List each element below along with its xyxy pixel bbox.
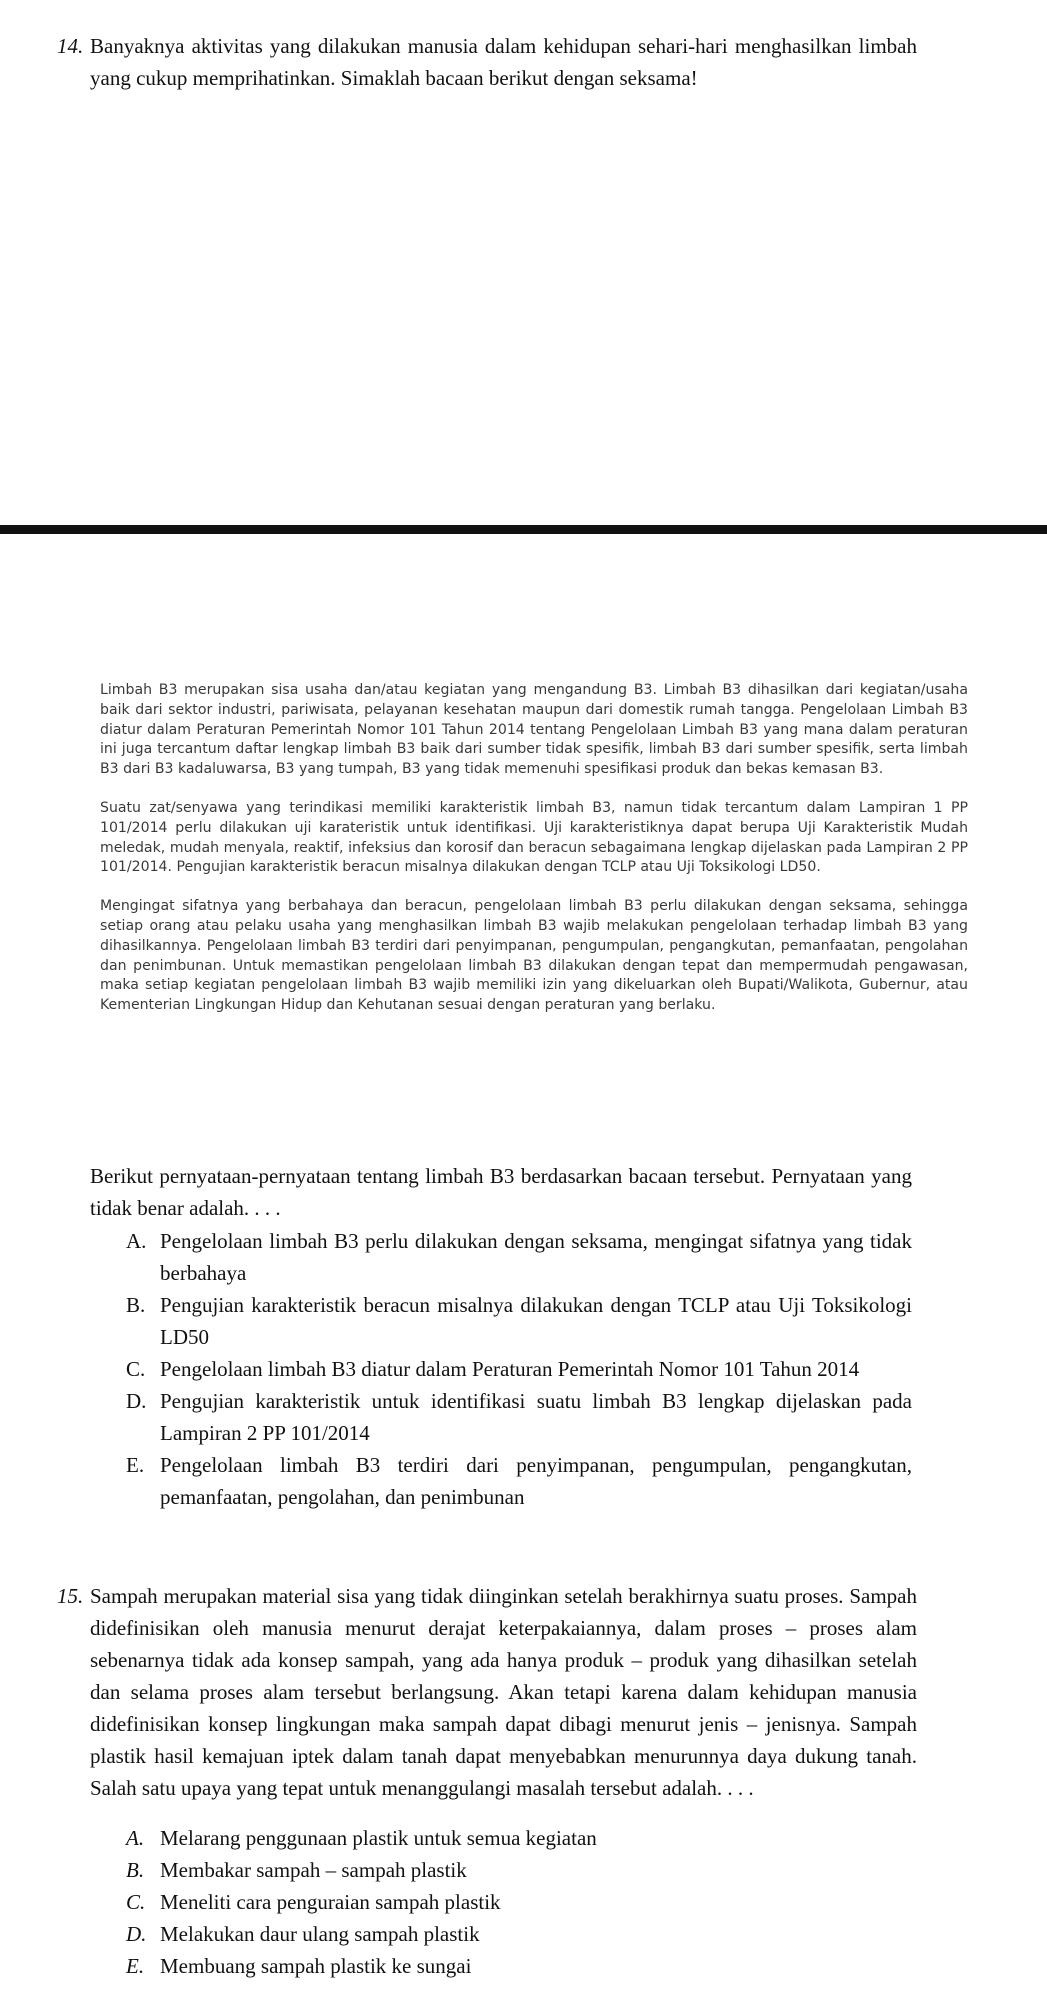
- option-letter: C.: [126, 1890, 146, 1914]
- option-letter: E.: [126, 1453, 145, 1477]
- option-text: Pengelolaan limbah B3 perlu dilakukan dengan seksama, mengingat sifatnya yang tidak berbahaya: [160, 1229, 912, 1285]
- question-14-option-b[interactable]: [126, 1289, 912, 1353]
- question-14-number: 14.: [57, 34, 84, 58]
- option-text: Melakukan daur ulang sampah plastik: [160, 1922, 480, 1946]
- question-14-option-e[interactable]: [126, 1449, 912, 1513]
- option-letter: A.: [126, 1229, 147, 1253]
- question-15-option-d[interactable]: [126, 1918, 826, 1950]
- passage-paragraph-1: Limbah B3 merupakan sisa usaha dan/atau kegiatan yang mengandung B3. Limbah B3 dihasilkan dari kegiatan/usaha baik dari sektor industri, pariwisata, pelayanan kesehatan maupun dari domestik rumah tangga. Pengelolaan Limbah B3 diatur dalam Peraturan Pemerintah Nomor 101 Tahun 2014 tentang Pengelolaan Limbah B3 yang mana dalam peraturan ini juga tercantum daftar lengkap limbah B3 baik dari sumber tidak spesifik, limbah B3 dari sumber spesifik, serta limbah B3 dari B3 kadaluwarsa, B3 yang tumpah, B3 yang tidak memenuhi spesifikasi produk dan bekas kemasan B3.: [100, 682, 968, 778]
- question-15-option-c[interactable]: [126, 1886, 826, 1918]
- option-text: Pengujian karakteristik beracun misalnya dilakukan dengan TCLP atau Uji Toksikologi LD50: [160, 1293, 912, 1349]
- option-letter: B.: [126, 1858, 145, 1882]
- section-divider: [0, 525, 1047, 534]
- option-text: Membakar sampah – sampah plastik: [160, 1858, 467, 1882]
- question-14-option-a[interactable]: [126, 1225, 912, 1289]
- option-letter: C.: [126, 1357, 146, 1381]
- question-14-prompt: [90, 1160, 912, 1224]
- question-15-text: Sampah merupakan material sisa yang tidak diinginkan setelah berakhirnya suatu proses. Sampah didefinisikan oleh manusia menurut derajat keterpakaiannya, dalam proses – proses alam sebenarnya tidak ada konsep sampah, yang ada hanya produk – produk yang dihasilkan setelah dan selama proses alam tersebut berlangsung. Akan tetapi karena dalam kehidupan manusia didefinisikan konsep lingkungan maka sampah dapat dibagi menurut jenis – jenisnya. Sampah plastik hasil kemajuan iptek dalam tanah dapat menyebabkan menurunnya daya dukung tanah. Salah satu upaya yang tepat untuk menanggulangi masalah tersebut adalah. . . .: [90, 1584, 917, 1800]
- question-14-options: [126, 1225, 912, 1513]
- question-14-option-d[interactable]: [126, 1385, 912, 1449]
- question-15-option-e[interactable]: [126, 1950, 826, 1982]
- option-letter: D.: [126, 1389, 147, 1413]
- question-15-option-a[interactable]: [126, 1822, 826, 1854]
- option-letter: E.: [126, 1954, 145, 1978]
- option-text: Meneliti cara penguraian sampah plastik: [160, 1890, 501, 1914]
- reading-passage: [100, 681, 968, 1035]
- question-14-prompt-text: Berikut pernyataan-pernyataan tentang limbah B3 berdasarkan bacaan tersebut. Pernyataan yang tidak benar adalah. . . .: [90, 1164, 912, 1220]
- question-15-option-b[interactable]: [126, 1854, 826, 1886]
- passage-paragraph-3: Mengingat sifatnya yang berbahaya dan beracun, pengelolaan limbah B3 perlu dilakukan dengan seksama, sehingga setiap orang atau pelaku usaha yang menghasilkan limbah B3 wajib melakukan pengelolaan terhadap limbah B3 yang dihasilkannya. Pengelolaan limbah B3 terdiri dari penyimpanan, pengumpulan, pengangkutan, pemanfaatan, pengolahan dan penimbunan. Untuk memastikan pengelolaan limbah B3 dilakukan dengan tepat dan mempermudah pengawasan, maka setiap kegiatan pengelolaan limbah B3 wajib memiliki izin yang dikeluarkan oleh Bupati/Walikota, Gubernur, atau Kementerian Lingkungan Hidup dan Kehutanan sesuai dengan peraturan yang berlaku.: [100, 898, 968, 1014]
- question-14-option-c[interactable]: [126, 1353, 912, 1385]
- option-text: Melarang penggunaan plastik untuk semua kegiatan: [160, 1826, 597, 1850]
- option-letter: B.: [126, 1293, 146, 1317]
- option-text: Pengelolaan limbah B3 terdiri dari penyimpanan, pengumpulan, pengangkutan, pemanfaatan, pengolahan, dan penimbunan: [160, 1453, 912, 1509]
- option-letter: A.: [126, 1826, 145, 1850]
- question-15-block: [57, 1580, 917, 1804]
- question-15-number: 15.: [57, 1584, 84, 1608]
- option-text: Pengelolaan limbah B3 diatur dalam Peraturan Pemerintah Nomor 101 Tahun 2014: [160, 1357, 860, 1381]
- option-text: Membuang sampah plastik ke sungai: [160, 1954, 472, 1978]
- question-14-intro-block: [57, 30, 917, 94]
- passage-paragraph-2: Suatu zat/senyawa yang terindikasi memiliki karakteristik limbah B3, namun tidak tercantum dalam Lampiran 1 PP 101/2014 perlu dilakukan uji karateristik untuk identifikasi. Uji karakteristiknya dapat berupa Uji Karakteristik Mudah meledak, mudah menyala, reaktif, infeksius dan korosif dan beracun sebagaimana lengkap dijelaskan pada Lampiran 2 PP 101/2014. Pengujian karakteristik beracun misalnya dilakukan dengan TCLP atau Uji Toksikologi LD50.: [100, 799, 968, 876]
- question-14-intro-text: Banyaknya aktivitas yang dilakukan manusia dalam kehidupan sehari-hari menghasilkan limbah yang cukup memprihatinkan. Simaklah bacaan berikut dengan seksama!: [90, 34, 917, 90]
- option-letter: D.: [126, 1922, 147, 1946]
- option-text: Pengujian karakteristik untuk identifikasi suatu limbah B3 lengkap dijelaskan pada Lampiran 2 PP 101/2014: [160, 1389, 912, 1445]
- question-15-options: [126, 1822, 826, 1982]
